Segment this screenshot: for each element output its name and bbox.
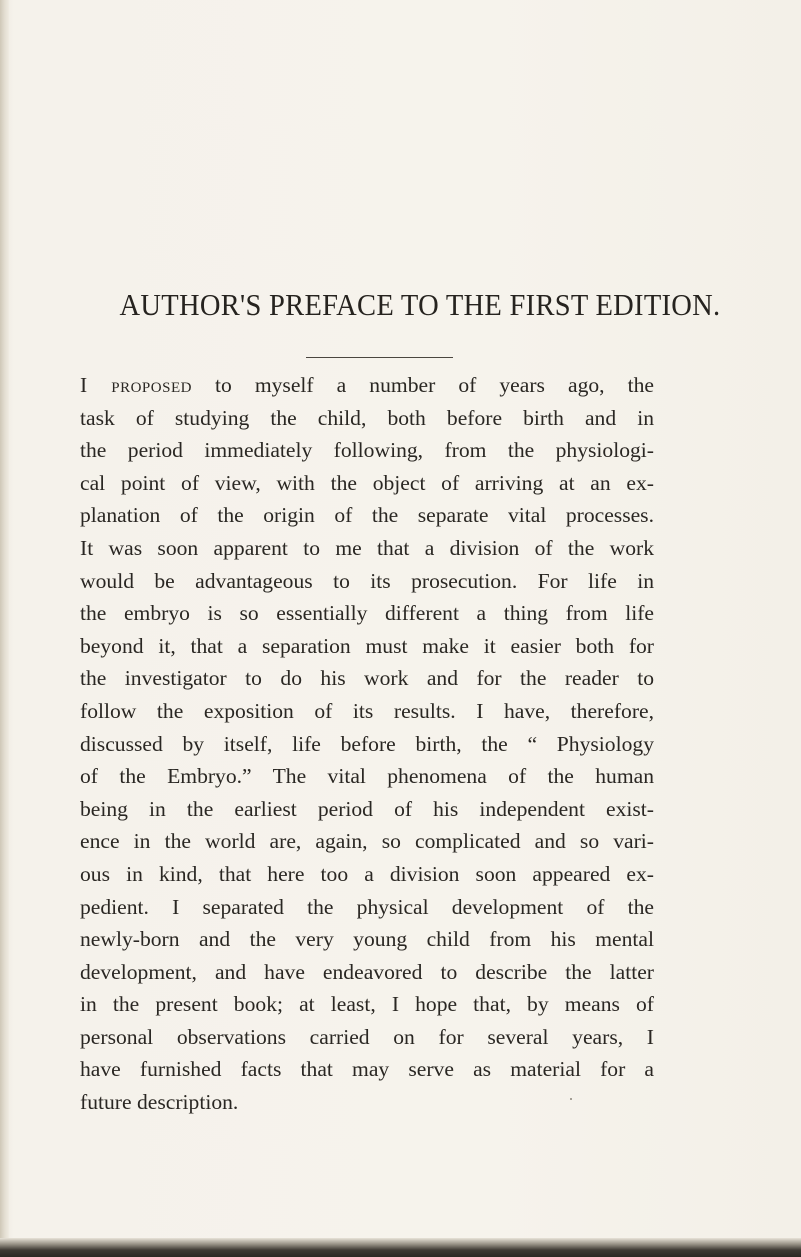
paragraph-line: ous in kind, that here too a division soon appeared ex-	[80, 861, 654, 886]
small-caps-lead-in: I proposed	[80, 373, 192, 397]
chapter-heading: AUTHOR'S PREFACE TO THE FIRST EDITION.	[119, 287, 721, 322]
preface-paragraph	[80, 369, 654, 1119]
paragraph-line: would be advantageous to its prosecution. For life in	[80, 568, 654, 593]
paragraph-line: newly-born and the very young child from his mental	[80, 927, 654, 952]
paragraph-line: the embryo is so essentially different a thing from life	[80, 601, 654, 626]
paragraph-line: planation of the origin of the separate vital processes.	[80, 503, 654, 528]
paragraph-line: beyond it, that a separation must make it easier both for	[80, 633, 654, 658]
ink-speck	[570, 1098, 572, 1100]
paragraph-line: task of studying the child, both before birth and in	[80, 405, 654, 430]
book-spine-shadow	[0, 0, 9, 1257]
paragraph-line: have furnished facts that may serve as material for a	[80, 1057, 654, 1082]
paragraph-line: pedient. I separated the physical development of the	[80, 894, 654, 919]
paragraph-line: the investigator to do his work and for the reader to	[80, 666, 654, 691]
paragraph-line: cal point of view, with the object of arriving at an ex-	[80, 470, 654, 495]
paragraph-line: I proposed to myself a number of years ago, the	[80, 373, 654, 397]
paragraph-line: follow the exposition of its results. I have, therefore,	[80, 698, 654, 723]
paragraph-line: in the present book; at least, I hope that, by means of	[80, 992, 654, 1017]
paragraph-line: It was soon apparent to me that a division of the work	[80, 535, 654, 560]
page-bottom-edge	[0, 1238, 801, 1257]
paragraph-line: discussed by itself, life before birth, the “ Physiology	[80, 731, 654, 756]
paragraph-line: ence in the world are, again, so complicated and so vari-	[80, 829, 654, 854]
paragraph-line: development, and have endeavored to describe the latter	[80, 959, 654, 984]
heading-rule	[306, 357, 453, 358]
paragraph-line: the period immediately following, from the physiologi-	[80, 438, 654, 463]
paragraph-line: of the Embryo.” The vital phenomena of the human	[80, 764, 654, 789]
paragraph-line: personal observations carried on for several years, I	[80, 1024, 654, 1049]
paragraph-line: being in the earliest period of his independent exist-	[80, 796, 654, 821]
paragraph-line: future description.	[80, 1090, 239, 1115]
